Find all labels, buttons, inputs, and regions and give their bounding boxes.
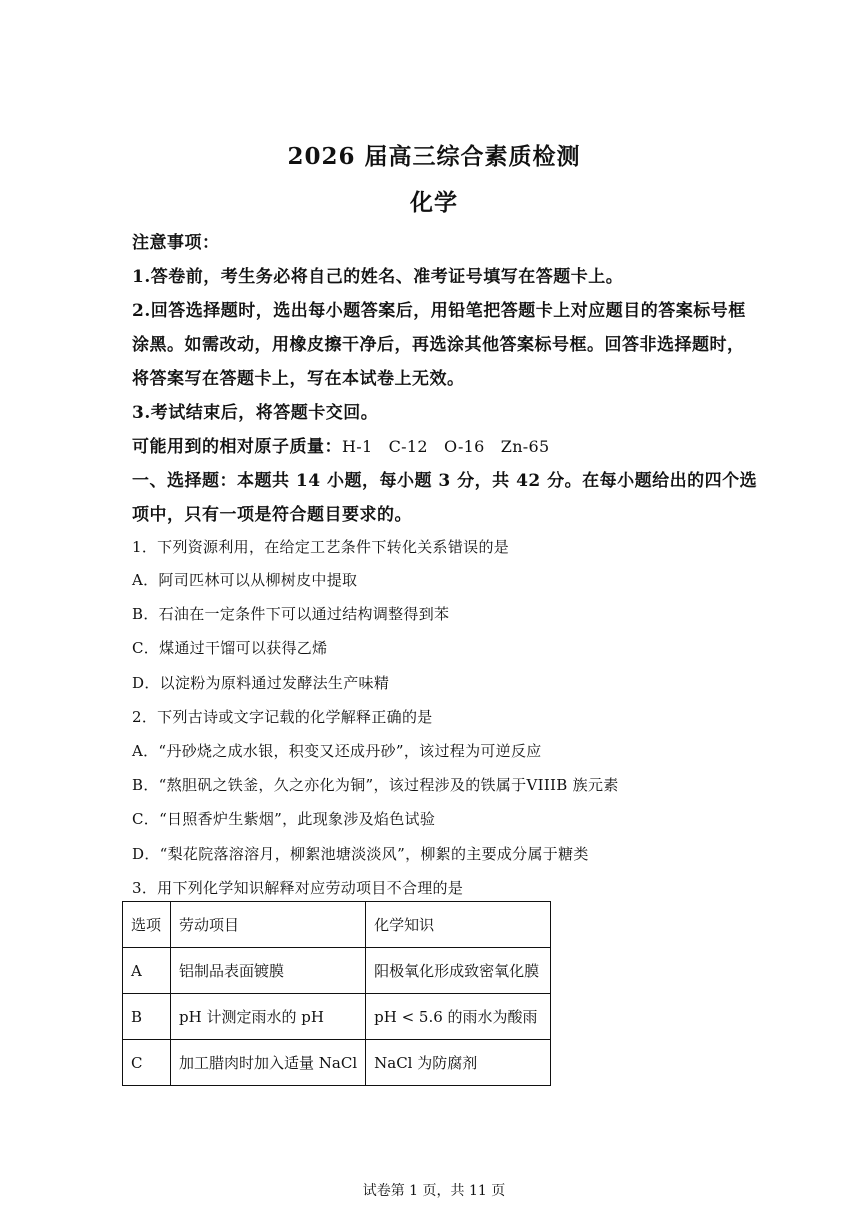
table-cell: pH 计测定雨水的 pH: [171, 994, 366, 1040]
atomic-mass-values: H-1 C-12 O-16 Zn-65: [342, 437, 550, 456]
notice-item-2-cont: 涂黑。如需改动，用橡皮擦干净后，再选涂其他答案标号框。回答非选择题时，: [132, 335, 745, 355]
question-3-stem: 3．用下列化学知识解释对应劳动项目不合理的是: [132, 879, 464, 897]
table-cell: 加工腊肉时加入适量 NaCl: [171, 1040, 366, 1086]
table-row: [123, 948, 551, 994]
table-header-row: [123, 902, 551, 948]
question-2-option-b: B．“熬胆矾之铁釜，久之亦化为铜”，该过程涉及的铁属于VIIIB 族元素: [132, 776, 619, 794]
atomic-mass-line: [132, 432, 549, 457]
page-footer: 试卷第 1 页，共 11 页: [362, 1183, 506, 1199]
question-1-option-b: B．石油在一定条件下可以通过结构调整得到苯: [132, 605, 450, 623]
question-1-stem: 1．下列资源利用，在给定工艺条件下转化关系错误的是: [132, 538, 510, 556]
table-header-cell: 化学知识: [366, 902, 551, 948]
table-cell: B: [123, 994, 171, 1040]
exam-title: 2026 届高三综合素质检测: [287, 143, 581, 170]
question-2-stem: 2．下列古诗或文字记载的化学解释正确的是: [132, 708, 433, 726]
question-1-option-d: D．以淀粉为原料通过发酵法生产味精: [132, 674, 390, 692]
subject-title: 化学: [410, 189, 458, 216]
question-1-option-c: C．煤通过干馏可以获得乙烯: [132, 639, 328, 657]
section-heading: 一、选择题：本题共 14 小题，每小题 3 分，共 42 分。在每小题给出的四个选: [132, 471, 758, 491]
table-cell: 铝制品表面镀膜: [171, 948, 366, 994]
notice-item-3: 3.考试结束后，将答题卡交回。: [132, 403, 379, 423]
question-3-table: [122, 901, 551, 1086]
table-header-cell: 劳动项目: [171, 902, 366, 948]
table-cell: NaCl 为防腐剂: [366, 1040, 551, 1086]
question-2-option-c: C．“日照香炉生紫烟”，此现象涉及焰色试验: [132, 810, 436, 828]
notice-item-2: 2.回答选择题时，选出每小题答案后，用铅笔把答题卡上对应题目的答案标号框: [132, 301, 746, 321]
section-heading-cont: 项中，只有一项是符合题目要求的。: [132, 505, 412, 525]
notice-heading: 注意事项：: [132, 233, 220, 253]
table-cell: pH < 5.6 的雨水为酸雨: [366, 994, 551, 1040]
notice-item-2-end: 将答案写在答题卡上，写在本试卷上无效。: [132, 369, 465, 389]
question-1-option-a: A．阿司匹林可以从柳树皮中提取: [132, 571, 358, 589]
question-2-option-d: D．“梨花院落溶溶月，柳絮池塘淡淡风”，柳絮的主要成分属于糖类: [132, 845, 589, 863]
question-2-option-a: A．“丹砂烧之成水银，积变又还成丹砂”，该过程为可逆反应: [132, 742, 542, 760]
notice-item-1: 1.答卷前，考生务必将自己的姓名、准考证号填写在答题卡上。: [132, 267, 624, 287]
table-row: [123, 1040, 551, 1086]
atomic-mass-label: 可能用到的相对原子质量：: [132, 437, 342, 457]
table-cell: A: [123, 948, 171, 994]
table-header-cell: 选项: [123, 902, 171, 948]
table-cell: 阳极氧化形成致密氧化膜: [366, 948, 551, 994]
table-row: [123, 994, 551, 1040]
table-cell: C: [123, 1040, 171, 1086]
